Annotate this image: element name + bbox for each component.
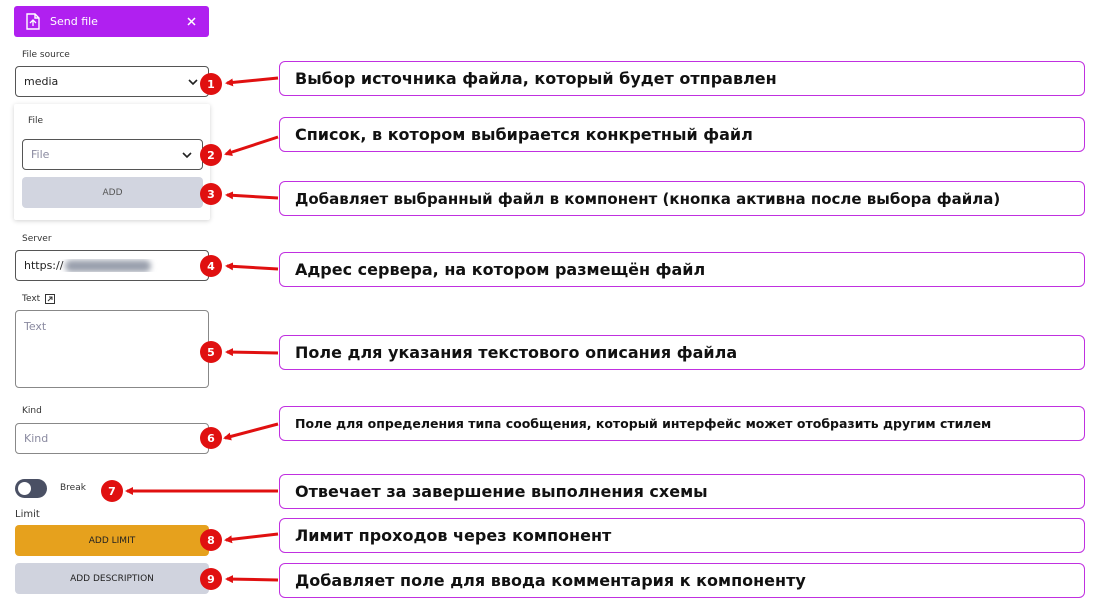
kind-label: Kind (22, 406, 42, 416)
arrow-2 (226, 137, 278, 154)
header-title: Send file (50, 15, 98, 28)
break-label: Break (60, 483, 86, 493)
badge-5: 5 (200, 341, 222, 363)
badge-1: 1 (200, 73, 222, 95)
badge-2: 2 (200, 144, 222, 166)
add-file-button[interactable]: ADD (22, 177, 203, 208)
arrow-4 (227, 266, 278, 269)
arrow-8 (226, 534, 278, 540)
file-placeholder: File (31, 148, 50, 161)
callout-8: Лимит проходов через компонент (279, 518, 1085, 553)
badge-4: 4 (200, 255, 222, 277)
badge-9: 9 (200, 568, 222, 590)
badge-8: 8 (200, 529, 222, 551)
arrow-3 (227, 195, 278, 198)
text-placeholder: Text (24, 320, 47, 333)
kind-placeholder: Kind (24, 432, 49, 445)
arrow-6 (225, 424, 278, 438)
callout-4: Адрес сервера, на котором размещён файл (279, 252, 1085, 287)
arrow-1 (227, 78, 278, 83)
text-label: Text (22, 294, 41, 304)
callout-6: Поле для определения типа сообщения, который интерфейс может отобразить другим стилем (279, 406, 1085, 441)
callout-2: Список, в котором выбирается конкретный файл (279, 117, 1085, 152)
badge-6: 6 (200, 427, 222, 449)
badge-3: 3 (200, 183, 222, 205)
server-label: Server (22, 234, 52, 244)
server-value: https:// (24, 259, 64, 272)
file-source-value: media (24, 75, 59, 88)
callout-5: Поле для указания текстового описания файла (279, 335, 1085, 370)
add-description-button[interactable]: ADD DESCRIPTION (15, 563, 209, 594)
arrow-9 (227, 579, 278, 580)
add-limit-button[interactable]: ADD LIMIT (15, 525, 209, 556)
callout-9: Добавляет поле для ввода комментария к компоненту (279, 563, 1085, 598)
callout-1: Выбор источника файла, который будет отправлен (279, 61, 1085, 96)
file-label: File (28, 116, 44, 126)
badge-7: 7 (101, 480, 123, 502)
file-source-label: File source (22, 50, 70, 60)
callout-7: Отвечает за завершение выполнения схемы (279, 474, 1085, 509)
callout-3: Добавляет выбранный файл в компонент (кнопка активна после выбора файла) (279, 181, 1085, 216)
limit-label: Limit (15, 509, 40, 520)
arrow-5 (227, 352, 278, 353)
